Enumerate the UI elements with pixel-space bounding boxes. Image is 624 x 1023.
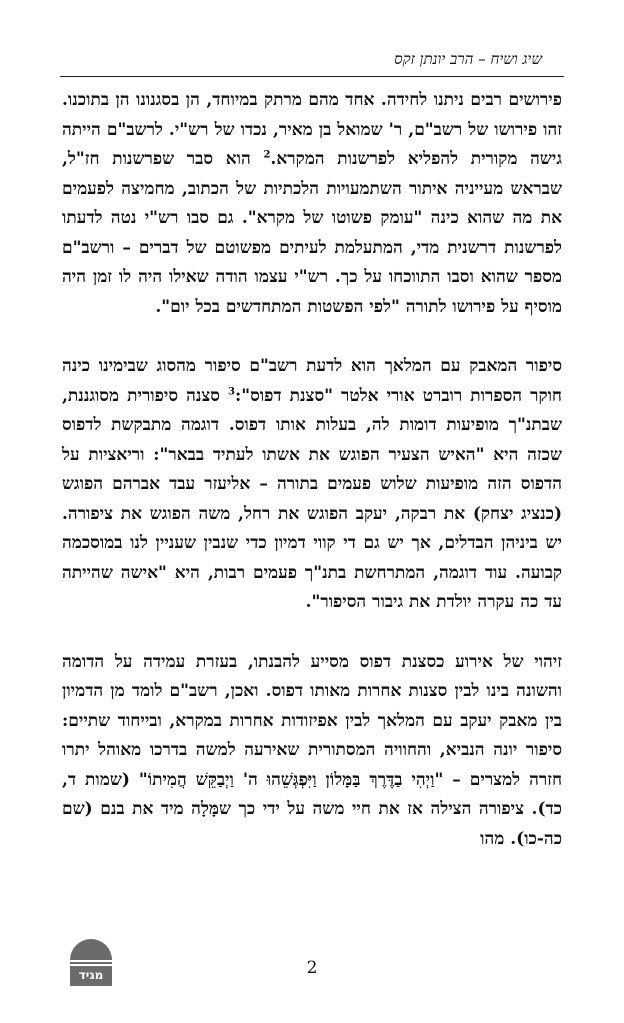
- paragraph-1-text-b: הוא סבר שפרשנות חז"ל, שבראש מעייניה איתור השתמעויות הלכתיות של הכתוב, מחמיצה לפעמים את מה שהוא כינה "עומק פשוטו של מקרא". גם סבו רש"י נטה לדעתו לפרשנות דרשנית מדי, המתעלמת לעיתים מפשוטם של דברים – ורשב"ם מספר שהוא וסבו התווכחו על כך. רש"י עצמו הודה שאילו היה לו זמן היה מוסיף על פירושו לתורה "לפי הפשטות המתחדשים בכל יום".: [62, 149, 562, 317]
- publisher-logo: [66, 936, 116, 986]
- header-rule: [60, 76, 564, 77]
- footnote-marker-2[interactable]: 2: [263, 149, 271, 161]
- paragraph-2-text-a: סיפור המאבק עם המלאך הוא לדעת רשב"ם סיפור מהסוג שבימינו כינה חוקר הספרות רוברט אורי אלטר "סצנת דפוס":: [62, 356, 562, 406]
- running-header: שיג ושיח – הרב יונתן זקס: [394, 50, 542, 68]
- paragraph-1-text-a: פירושים רבים ניתנו לחידה. אחד מהם מרתק במיוחד, הן בסגנונו הן בתוכנו. זהו פירושו של רשב"ם, ר' שמואל בן מאיר, נכדו של רש"י. לרשב"ם הייתה גישה מקורית להפליא לפרשנות המקרא.: [62, 90, 562, 169]
- paragraph-3-text: זיהוי של אירוע כסצנת דפוס מסייע להבנתו, בעזרת עמידה על הדומה והשונה בינו לבין סצנות אחרות מאותו דפוס. ואכן, רשב"ם לומד מן הדמיון בין מאבק יעקב עם המלאך לבין אפיזודות אחרות במקרא, ובייחוד שתיים: סיפור יונה הנביא, והחוויה המסתורית שאירעה למשה בדרכו מאוהל יתרו חזרה למצרים – "וַיְהִי בַדֶּרֶךְ בַּמָּלוֹן וַיִּפְגְּשֵׁהוּ ה' וַיְבַקֵּשׁ הֲמִיתוֹ" (שמות ד, כד). ציפורה הצילה אז את חיי משה על ידי כך שמָּלָה מיד את בנם (שם כה-כו). מהו: [62, 651, 562, 849]
- publisher-logo-text: מגיד: [78, 968, 104, 982]
- paragraph-2: [62, 352, 562, 618]
- paragraph-3: [62, 648, 562, 855]
- page-body: [62, 86, 562, 854]
- paragraph-2-text-b: סצנה סיפורית מסוגננת, שבתנ"ך מופיעות דומות לה, בעלות אותו דפוס. דוגמה מתבקשת לדפוס שכזה היא "האיש הצעיר הפוגש את אשתו לעתיד בבאר": וריאציות על הדפוס הזה מופיעות שלוש פעמים בתורה – אליעזר עבד אברהם הפוגש (כנציג יצחק) את רבקה, יעקב הפוגש את רחל, משה הפוגש את ציפורה. יש ביניהן הבדלים, אך יש גם די קווי דמיון כדי שנבין שעניין לנו במוסכמה קבועה. עוד דוגמה, המתרחשת בתנ"ך פעמים רבות, היא "אישה שהייתה עד כה עקרה יולדת את גיבור הסיפור".: [62, 385, 562, 612]
- paragraph-1: [62, 86, 562, 322]
- footnote-marker-3[interactable]: 3: [228, 385, 235, 397]
- page-number: 2: [306, 958, 318, 978]
